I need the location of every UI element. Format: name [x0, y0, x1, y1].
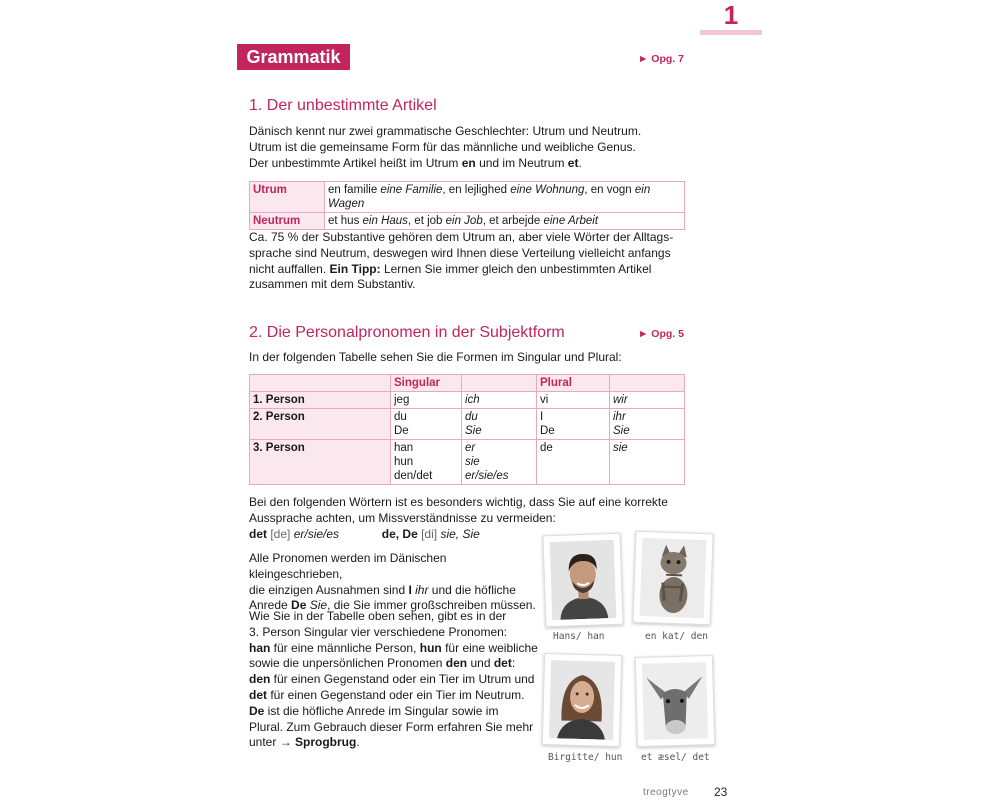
para-line: sprache sind Neutrum, deswegen wird Ihnen diese Verteilung vielleicht anfangs	[249, 245, 671, 260]
para-line: Ca. 75 % der Substantive gehören dem Utrum an, aber viele Wörter der Alltags-	[249, 230, 674, 244]
table-header-row	[250, 375, 685, 392]
third-person-paragraph	[249, 609, 539, 751]
caption-cat: en kat/ den	[645, 631, 708, 642]
table-cell: du De	[391, 409, 462, 440]
caption-woman: Birgitte/ hun	[548, 752, 623, 763]
table-cell: han hun den/det	[391, 440, 462, 485]
table-cell: et hus ein Haus, et job ein Job, et arbejde eine Arbeit	[325, 213, 685, 230]
person-label: 2. Person	[250, 409, 391, 440]
exercise-ref-5[interactable]: ► Opg. 5	[638, 328, 684, 340]
para-line: det für einen Gegenstand oder ein Tier im Neutrum.	[249, 687, 525, 702]
capitalization-paragraph	[249, 551, 539, 614]
exercise-ref-7[interactable]: ► Opg. 7	[638, 53, 684, 65]
page-number-word: treogtyve	[643, 787, 689, 798]
table-row	[250, 182, 685, 213]
header-singular: Singular	[391, 375, 462, 392]
photo-man	[542, 533, 623, 628]
header-plural: Plural	[537, 375, 610, 392]
table-row	[250, 213, 685, 230]
person-label: 1. Person	[250, 392, 391, 409]
para-line: han für eine männliche Person, hun für eine weibliche	[249, 640, 538, 655]
para-line: den für einen Gegenstand oder ein Tier im Utrum und	[249, 672, 535, 687]
table-cell: sie	[610, 440, 685, 485]
para-line: Wie Sie in der Tabelle oben sehen, gibt es in der	[249, 609, 507, 623]
section1-paragraph	[249, 230, 689, 293]
para-line: die einzigen Ausnahmen sind I ihr und die höfliche	[249, 582, 516, 597]
para-line: Plural. Zum Gebrauch dieser Form erfahren Sie mehr	[249, 719, 534, 734]
section1-intro	[249, 124, 689, 171]
photo-woman	[542, 653, 622, 747]
intro-line: Utrum ist die gemeinsame Form für das männliche und weibliche Genus.	[249, 139, 636, 154]
para-line: Anrede De Sie, die Sie immer großschreiben müssen.	[249, 598, 536, 613]
para-line: nicht auffallen. Ein Tipp: Lernen Sie immer gleich den unbestimmten Artikel	[249, 261, 652, 276]
table-row	[250, 409, 685, 440]
chapter-bar	[700, 30, 762, 35]
table-cell: vi	[537, 392, 610, 409]
para-line: zusammen mit dem Substantiv.	[249, 277, 416, 292]
chapter-number: 1	[723, 0, 739, 30]
header-empty	[250, 375, 391, 392]
table-cell: du Sie	[462, 409, 537, 440]
table-label: Neutrum	[250, 213, 325, 230]
para-line: Aussprache achten, um Missverständnisse zu vermeiden:	[249, 510, 556, 525]
grammatik-banner: Grammatik	[237, 44, 350, 70]
article-table	[249, 181, 685, 230]
man-icon	[550, 540, 617, 620]
intro-line: Dänisch kennt nur zwei grammatische Geschlechter: Utrum und Neutrum.	[249, 124, 642, 138]
table-cell: wir	[610, 392, 685, 409]
para-line: 3. Person Singular vier verschiedene Pronomen:	[249, 624, 508, 639]
table-row	[250, 392, 685, 409]
table-cell: en familie eine Familie, en lejlighed eine Wohnung, en vogn ein Wagen	[325, 182, 685, 213]
caption-man: Hans/ han	[553, 631, 605, 642]
table-cell: ich	[462, 392, 537, 409]
arrow-icon: →	[279, 735, 292, 750]
donkey-icon	[642, 662, 708, 740]
table-label: Utrum	[250, 182, 325, 213]
section2-heading: 2. Die Personalpronomen in der Subjektform	[249, 324, 565, 341]
para-line: De ist die höfliche Anrede im Singular sowie im	[249, 703, 499, 718]
page-number: 23	[714, 785, 728, 799]
intro-line: Der unbestimmte Artikel heißt im Utrum en und im Neutrum et.	[249, 155, 582, 170]
pronunciation-paragraph	[249, 495, 689, 542]
woman-icon	[549, 660, 615, 740]
para-line: unter → Sprogbrug.	[249, 735, 360, 750]
para-line: sowie die unpersönlichen Pronomen den und det:	[249, 656, 516, 671]
pronoun-table	[249, 374, 685, 485]
sprogbrug-link[interactable]: Sprogbrug	[291, 735, 357, 750]
section1-heading: 1. Der unbestimmte Artikel	[249, 97, 437, 114]
header-empty	[462, 375, 537, 392]
caption-donkey: et æsel/ det	[641, 752, 710, 763]
para-line: Bei den folgenden Wörtern ist es besonders wichtig, dass Sie auf eine korrekte	[249, 495, 668, 509]
table-cell: er sie er/sie/es	[462, 440, 537, 485]
para-line: Alle Pronomen werden im Dänischen kleingeschrieben,	[249, 551, 447, 581]
table-row	[250, 440, 685, 485]
table-cell: jeg	[391, 392, 462, 409]
photo-cat	[632, 531, 713, 626]
person-label: 3. Person	[250, 440, 391, 485]
pronunciation-line: det [de] er/sie/es de, De [di] sie, Sie	[249, 526, 480, 541]
table-cell: de	[537, 440, 610, 485]
table-cell: I De	[537, 409, 610, 440]
header-empty	[610, 375, 685, 392]
section2-intro: In der folgenden Tabelle sehen Sie die Formen im Singular und Plural:	[249, 350, 622, 364]
photo-donkey	[635, 655, 715, 747]
table-cell: ihr Sie	[610, 409, 685, 440]
cat-icon	[640, 538, 707, 618]
